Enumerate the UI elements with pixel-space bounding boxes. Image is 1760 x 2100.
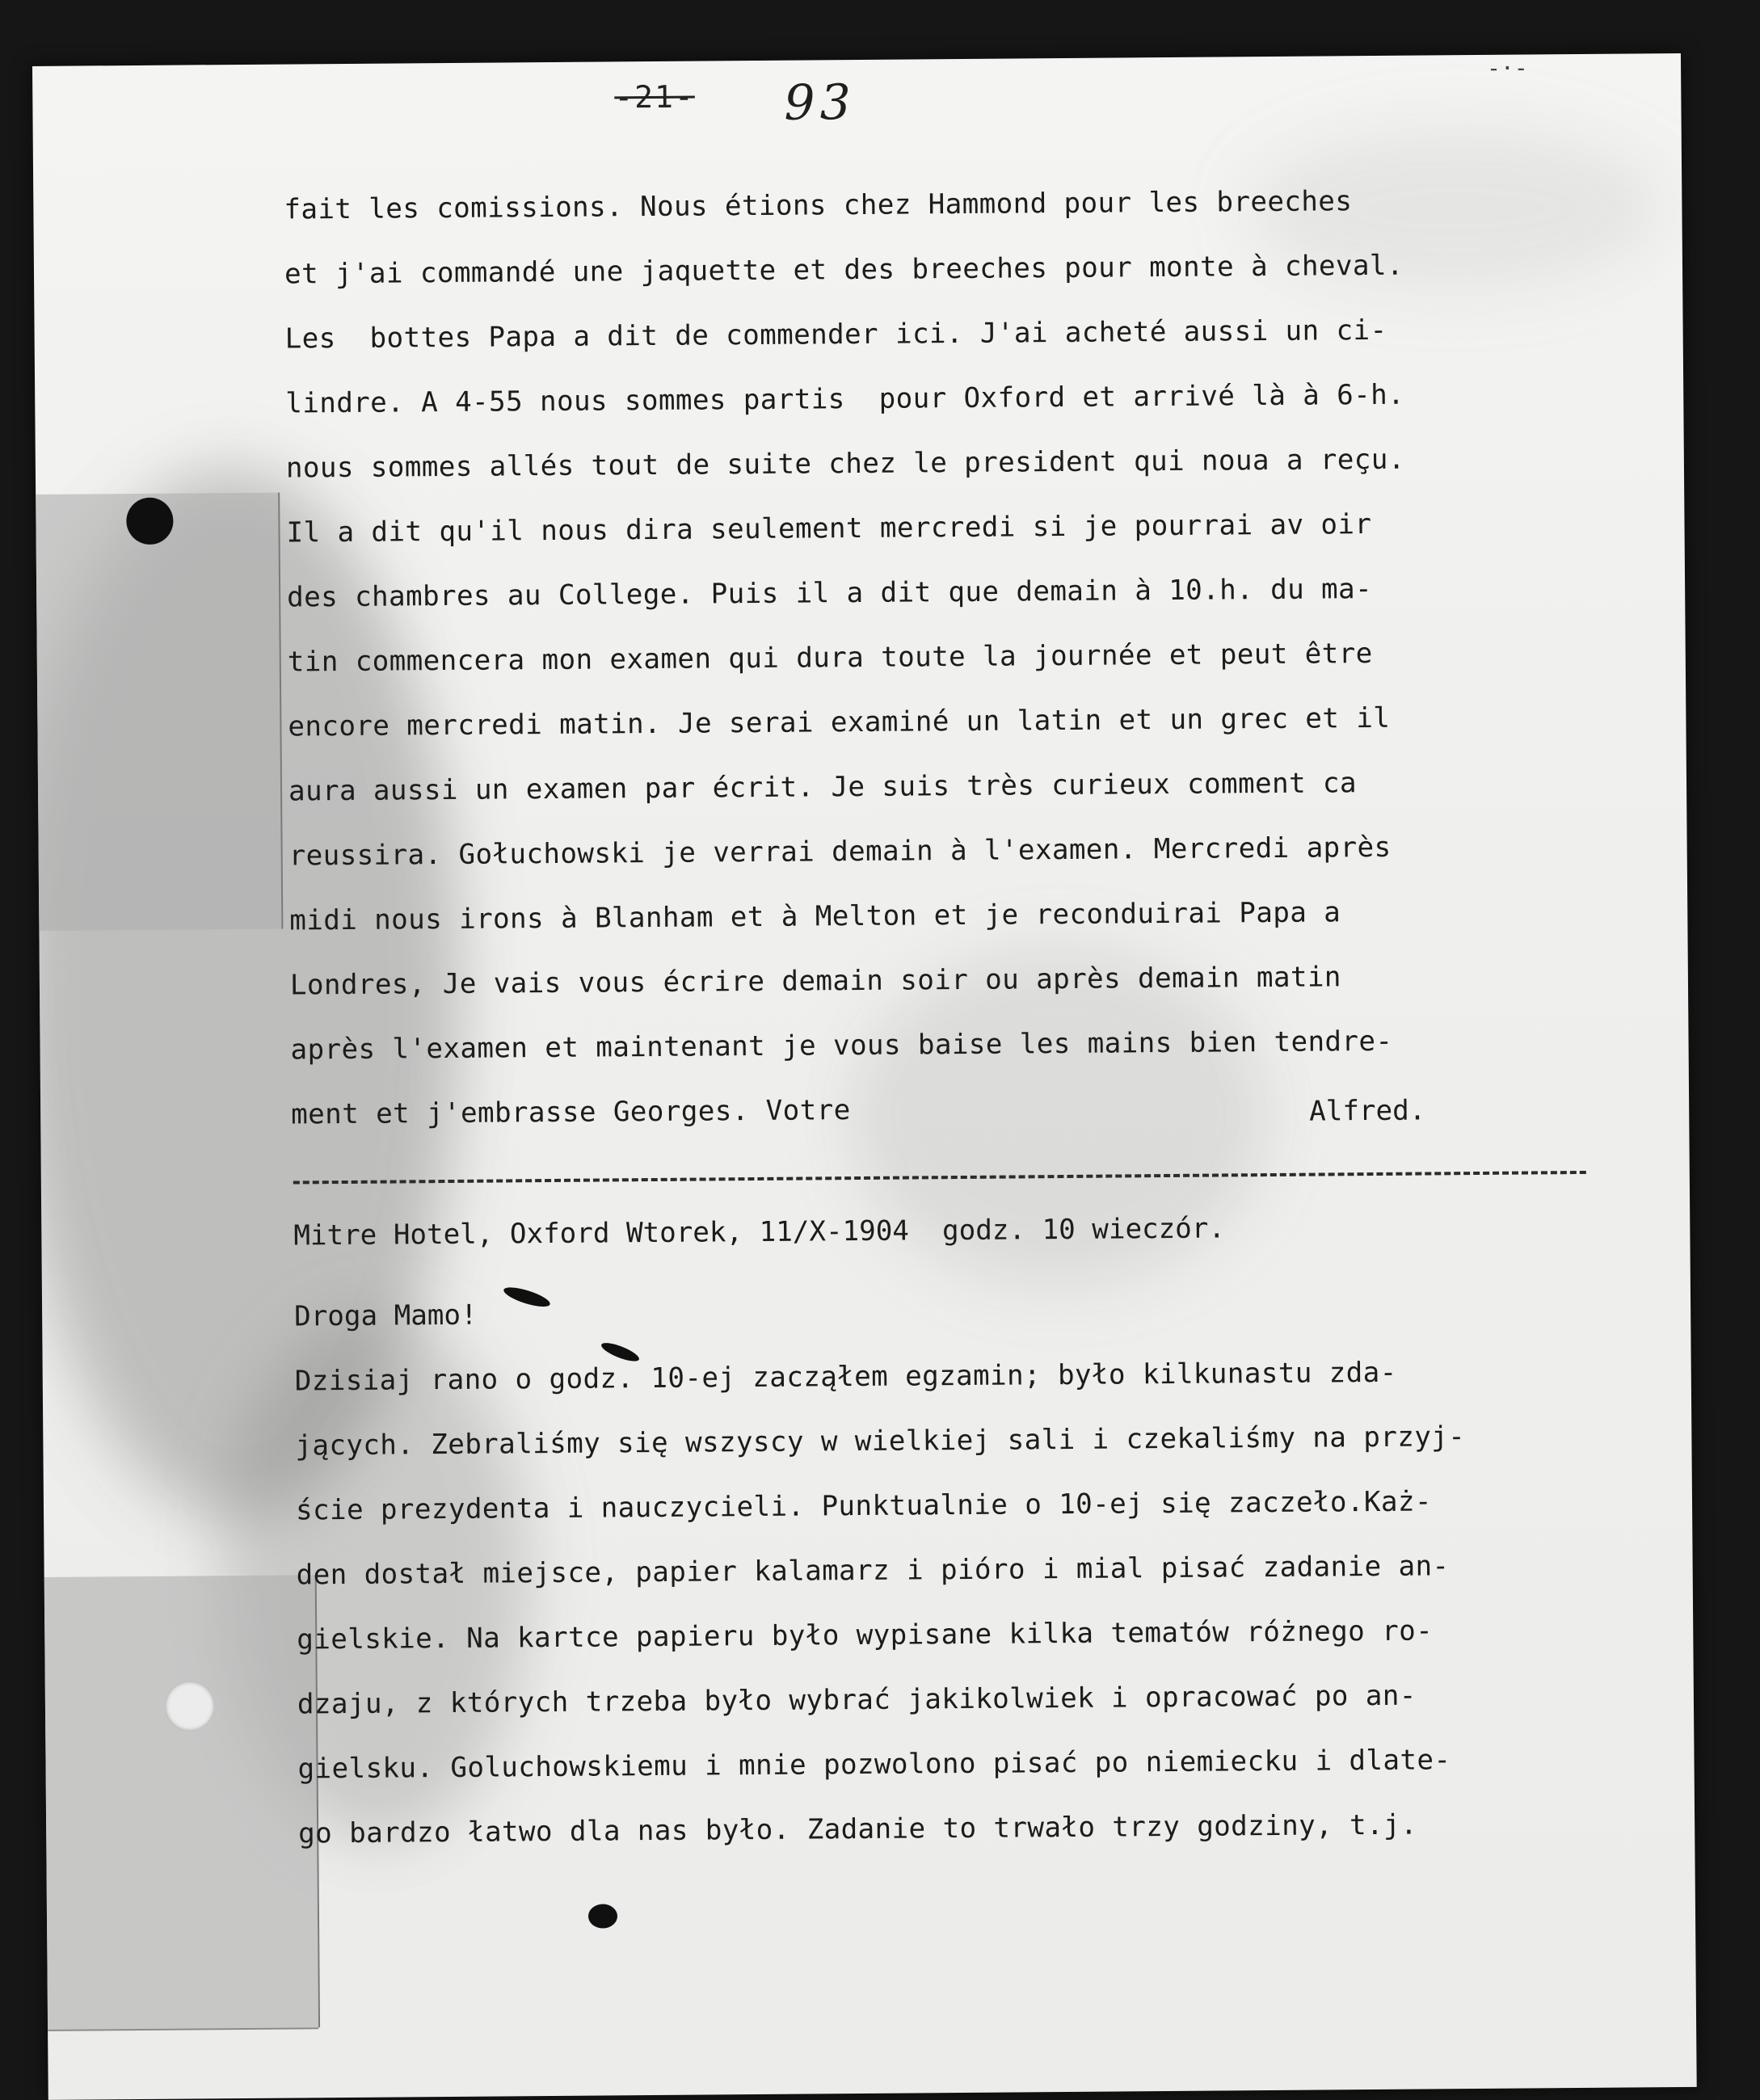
text-line: go bardzo łatwo dla nas było. Zadanie to trwało trzy godziny, t.j. <box>298 1808 1418 1850</box>
text-line: fait les comissions. Nous étions chez Hammond pour les breeches <box>284 185 1353 226</box>
text-line: tin commencera mon examen qui dura toute la journée et peut être <box>287 637 1373 679</box>
binding-tab-bottom <box>44 1575 318 2030</box>
salutation: Droga Mamo! <box>294 1298 478 1333</box>
punch-hole-icon <box>165 1681 215 1731</box>
signature: Alfred. <box>1309 1094 1426 1128</box>
text-line: gielskie. Na kartce papieru było wypisane kilka tematów różnego ro- <box>297 1614 1434 1656</box>
text-line: des chambres au College. Puis il a dit que demain à 10.h. du ma- <box>287 572 1373 614</box>
text-line: den dostał miejsce, papier kalamarz i pióro i mial pisać zadanie an- <box>296 1550 1450 1592</box>
folio-handwritten-number: 93 <box>784 74 857 132</box>
binding-tab-top <box>36 493 281 931</box>
text-line: reussira. Gołuchowski je verrai demain à l'examen. Mercredi après <box>288 831 1392 873</box>
page-number: -21- <box>614 78 696 116</box>
text-line: aura aussi un examen par écrit. Je suis très curieux comment ca <box>288 767 1358 808</box>
text-line: Londres, Je vais vous écrire demain soir ou après demain matin <box>289 961 1341 1002</box>
dashed-separator <box>293 1171 1586 1185</box>
letter-polish <box>293 1193 1640 1866</box>
corner-mark: -·- <box>1486 54 1528 82</box>
text-line: ście prezydenta i nauczycieli. Punktualnie o 10-ej się zaczeło.Każ- <box>295 1485 1433 1527</box>
text-line: gielsku. Goluchowskiemu i mnie pozwolono pisać po niemiecku i dlate- <box>297 1744 1451 1786</box>
text-line: Il a dit qu'il nous dira seulement mercredi si je pourrai av oir <box>286 508 1372 549</box>
text-line: midi nous irons à Blanham et à Melton et je reconduirai Papa a <box>289 896 1341 937</box>
text-line: nous sommes allés tout de suite chez le president qui noua a reçu. <box>285 443 1405 485</box>
text-line: jących. Zebraliśmy się wszyscy w wielkiej sali i czekaliśmy na przyj- <box>295 1420 1466 1462</box>
text-line: encore mercredi matin. Je serai examiné un latin et un grec et il <box>288 701 1391 743</box>
text-line: lindre. A 4-55 nous sommes partis pour Oxford et arrivé là à 6-h. <box>285 378 1405 420</box>
letter-header: Mitre Hotel, Oxford Wtorek, 11/X-1904 godz. 10 wieczór. <box>293 1212 1226 1252</box>
text-line: ment et j'embrasse Georges. Votre <box>291 1094 851 1131</box>
letter-french-body <box>284 167 1616 1147</box>
text-line: après l'examen et maintenant je vous baise les mains bien tendre- <box>290 1025 1393 1067</box>
punch-hole-icon <box>126 498 173 545</box>
text-line: dzaju, z których trzeba było wybrać jakikolwiek i opracować po an- <box>297 1679 1417 1721</box>
text-line: Les bottes Papa a dit de commender ici. J'ai acheté aussi un ci- <box>284 314 1387 356</box>
text-line: Dzisiaj rano o godz. 10-ej zacząłem egzamin; było kilkunastu zda- <box>294 1356 1397 1398</box>
ink-blot <box>588 1904 617 1928</box>
paper-sheet <box>32 53 1697 2100</box>
text-line: et j'ai commandé une jaquette et des breeches pour monte à cheval. <box>284 249 1404 291</box>
